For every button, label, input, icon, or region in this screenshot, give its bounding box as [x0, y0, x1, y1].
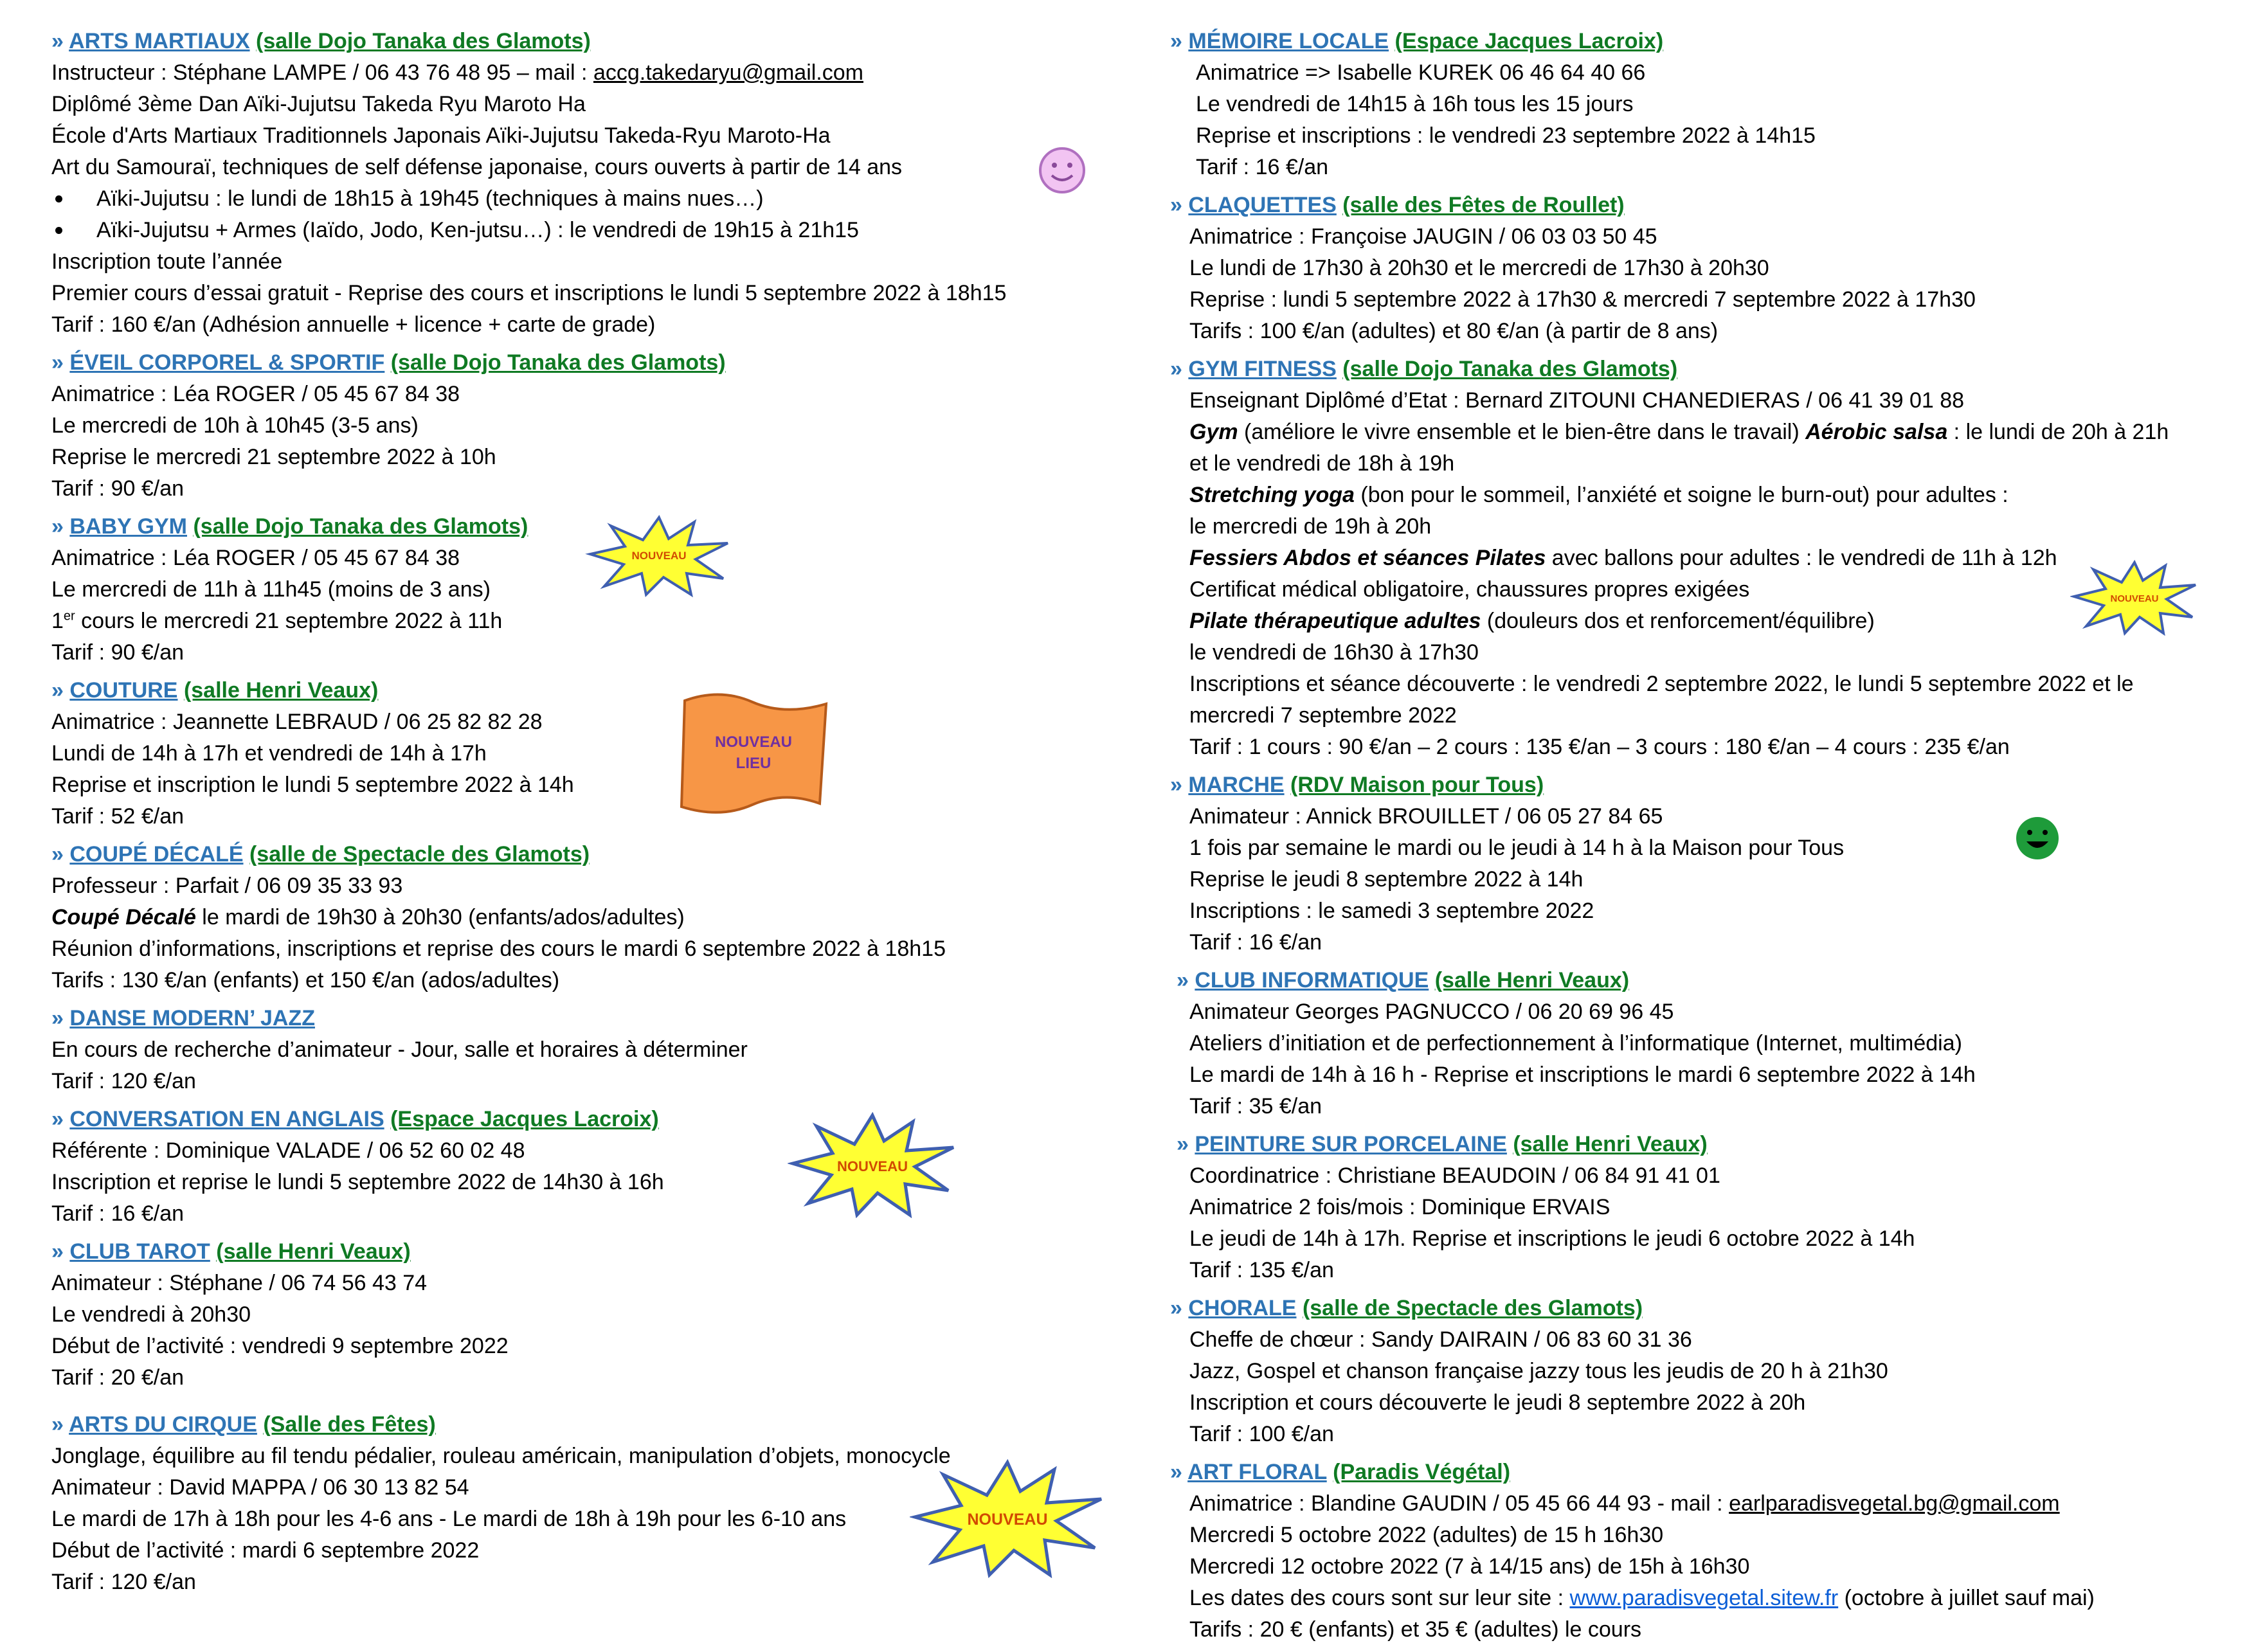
activity-venue: (salle Dojo Tanaka des Glamots) — [390, 350, 726, 375]
bullet-item: Aïki-Jujutsu + Armes (Iaïdo, Jodo, Ken-jutsu…) : le vendredi de 19h15 à 21h15 — [51, 215, 1144, 246]
info-text: Animatrice : Blandine GAUDIN / 05 45 66 44 93 - mail : — [1189, 1491, 1729, 1516]
instructor-line — [51, 57, 1144, 89]
section-heading — [1170, 190, 2212, 221]
info-line: Le vendredi à 20h30 — [51, 1302, 251, 1327]
info-line: Le mardi de 14h à 16 h - Reprise et inscriptions le mardi 6 septembre 2022 à 14h — [1189, 1063, 1976, 1087]
price-line: Tarif : 100 €/an — [1189, 1422, 1334, 1446]
price-line: Tarif : 90 €/an — [51, 476, 185, 501]
chevron-icon: » — [1177, 968, 1189, 992]
chevron-icon: » — [1170, 1460, 1182, 1484]
emphasis-text: Aérobic salsa — [1805, 420, 1948, 444]
emphasis-text: Coupé Décalé — [51, 905, 196, 929]
info-line: Diplômé 3ème Dan Aïki-Jujutsu Takeda Ryu Maroto Ha — [51, 92, 586, 116]
info-line: le mercredi de 19h à 20h — [1189, 514, 1432, 539]
info-line: Réunion d’informations, inscriptions et reprise des cours le mardi 6 septembre 2022 à 18h15 — [51, 937, 946, 961]
info-line: Animatrice : Léa ROGER / 05 45 67 84 38 — [51, 382, 460, 406]
info-line: Animatrice : Jeannette LEBRAUD / 06 25 82 82 28 — [51, 710, 543, 734]
emphasis-text: Fessiers Abdos et séances Pilates — [1189, 546, 1546, 570]
section-memoire — [1170, 26, 2212, 183]
section-gym-fitness — [1170, 354, 2212, 763]
price-line: Tarif : 160 €/an (Adhésion annuelle + licence + carte de grade) — [51, 312, 656, 337]
info-line: et le vendredi de 18h à 19h — [1189, 451, 1455, 476]
activity-title[interactable]: ÉVEIL CORPOREL & SPORTIF — [69, 350, 385, 375]
activity-title[interactable]: ARTS MARTIAUX — [69, 29, 250, 53]
activity-venue: (salle Henri Veaux) — [216, 1239, 411, 1264]
info-line: mercredi 7 septembre 2022 — [1189, 703, 1457, 728]
info-line: Reprise le mercredi 21 septembre 2022 à 10h — [51, 445, 496, 469]
activity-title[interactable]: ART FLORAL — [1187, 1460, 1327, 1484]
chevron-icon: » — [51, 842, 64, 866]
section-art-floral — [1170, 1457, 2212, 1646]
price-line: Tarif : 20 €/an — [51, 1365, 185, 1390]
info-line: Premier cours d’essai gratuit - Reprise des cours et inscriptions le lundi 5 septembre 2022 à 18h15 — [51, 281, 1007, 305]
price-line: Tarif : 120 €/an — [51, 1069, 196, 1093]
badge-label: NOUVEAU — [836, 1158, 908, 1174]
section-heading — [1170, 1129, 2212, 1160]
section-eveil — [51, 347, 1144, 505]
activity-venue: (salle de Spectacle des Glamots) — [249, 842, 590, 866]
activity-title[interactable]: COUPÉ DÉCALÉ — [69, 842, 244, 866]
info-line: Le vendredi de 14h15 à 16h tous les 15 jours — [1196, 92, 1634, 116]
info-line: Reprise le jeudi 8 septembre 2022 à 14h — [1189, 867, 1584, 892]
activity-title[interactable]: COUTURE — [69, 678, 178, 703]
info-line: Reprise et inscriptions : le vendredi 23 septembre 2022 à 14h15 — [1196, 123, 1816, 148]
info-line: Le lundi de 17h30 à 20h30 et le mercredi de 17h30 à 20h30 — [1189, 256, 1769, 280]
emphasis-text: Stretching yoga — [1189, 483, 1355, 507]
info-line: École d'Arts Martiaux Traditionnels Japonais Aïki-Jujutsu Takeda-Ryu Maroto-Ha — [51, 123, 831, 148]
chevron-icon: » — [51, 514, 64, 539]
price-line: Tarif : 16 €/an — [1196, 155, 1329, 179]
activity-venue: (salle Dojo Tanaka des Glamots) — [256, 29, 591, 53]
section-anglais — [51, 1104, 1144, 1230]
info-line: Lundi de 14h à 17h et vendredi de 14h à 17h — [51, 741, 487, 766]
nouveau-lieu-flag — [675, 688, 833, 820]
activity-title[interactable]: MÉMOIRE LOCALE — [1188, 29, 1389, 53]
info-line — [1170, 606, 2212, 637]
section-marche — [1170, 769, 2212, 958]
info-line: Jonglage, équilibre au fil tendu pédalier, rouleau américain, manipulation d’objets, monocycle — [51, 1444, 951, 1468]
info-line: Enseignant Diplômé d’Etat : Bernard ZITOUNI CHANEDIERAS / 06 41 39 01 88 — [1189, 388, 1965, 413]
info-line: Animatrice => Isabelle KUREK 06 46 64 40 66 — [1196, 60, 1646, 85]
instructor-text: Instructeur : Stéphane LAMPE / 06 43 76 48 95 – mail : — [51, 60, 593, 85]
section-couture — [51, 675, 1144, 832]
section-heading — [51, 26, 1144, 57]
info-line: Animateur Georges PAGNUCCO / 06 20 69 96 45 — [1189, 1000, 1674, 1024]
info-line — [1170, 543, 2212, 574]
chevron-icon: » — [1177, 1132, 1189, 1156]
info-line: Inscription et reprise le lundi 5 septembre 2022 de 14h30 à 16h — [51, 1170, 664, 1194]
info-line: Reprise : lundi 5 septembre 2022 à 17h30 & mercredi 7 septembre 2022 à 17h30 — [1189, 287, 1976, 312]
activity-venue: (Espace Jacques Lacroix) — [390, 1107, 659, 1131]
section-heading — [1170, 26, 2212, 57]
ordinal-number: 1 — [51, 609, 64, 633]
activity-venue: (salle Henri Veaux) — [183, 678, 379, 703]
chevron-icon: » — [51, 678, 64, 703]
info-line: Animateur : David MAPPA / 06 30 13 82 54 — [51, 1475, 469, 1500]
info-line — [1170, 480, 2212, 511]
activity-venue: (Salle des Fêtes) — [263, 1412, 436, 1437]
info-text: le mardi de 19h30 à 20h30 (enfants/ados/adultes) — [195, 905, 685, 929]
price-line: Tarif : 16 €/an — [51, 1201, 185, 1226]
chevron-icon: » — [1170, 193, 1182, 217]
section-claquettes — [1170, 190, 2212, 347]
section-heading — [51, 1409, 1144, 1441]
chevron-icon: » — [51, 1239, 64, 1264]
activity-title[interactable]: CLUB INFORMATIQUE — [1195, 968, 1429, 992]
price-line: Tarif : 1 cours : 90 €/an – 2 cours : 135 €/an – 3 cours : 180 €/an – 4 cours : 235 €/an — [1189, 735, 2010, 759]
info-line: Inscriptions et séance découverte : le vendredi 2 septembre 2022, le lundi 5 septembre 2022 et le — [1189, 672, 2134, 696]
info-line: Inscription et cours découverte le jeudi 8 septembre 2022 à 20h — [1189, 1390, 1806, 1415]
price-line: Tarif : 35 €/an — [1189, 1094, 1322, 1118]
email-link[interactable]: earlparadisvegetal.bg@gmail.com — [1729, 1491, 2060, 1516]
badge-label: NOUVEAU — [967, 1511, 1048, 1529]
chevron-icon: » — [1170, 1296, 1182, 1320]
left-column — [51, 26, 1144, 1604]
price-line: Tarifs : 100 €/an (adultes) et 80 €/an (à partir de 8 ans) — [1189, 319, 1719, 343]
info-line: Animateur : Stéphane / 06 74 56 43 74 — [51, 1271, 428, 1295]
activity-venue: (salle Henri Veaux) — [1513, 1132, 1708, 1156]
chevron-icon: » — [1170, 773, 1182, 797]
info-line: Animateur : Annick BROUILLET / 06 05 27 84 65 — [1189, 804, 1663, 829]
nouveau-starburst-gym — [2070, 559, 2199, 636]
info-line: Professeur : Parfait / 06 09 35 33 93 — [51, 874, 403, 898]
chevron-icon: » — [51, 350, 64, 375]
chevron-icon: » — [1170, 357, 1182, 381]
badge-label-line1: NOUVEAU — [714, 733, 793, 751]
chevron-icon: » — [1170, 29, 1182, 53]
section-coupe-decale — [51, 839, 1144, 996]
activity-title[interactable]: CHORALE — [1188, 1296, 1297, 1320]
info-line: Début de l’activité : mardi 6 septembre 2022 — [51, 1538, 480, 1563]
info-line: Cheffe de chœur : Sandy DAIRAIN / 06 83 60 31 36 — [1189, 1327, 1692, 1352]
bullet-item: Aïki-Jujutsu : le lundi de 18h15 à 19h45 (techniques à mains nues…) — [51, 183, 1144, 215]
info-text: (bon pour le sommeil, l’anxiété et soigne le burn-out) pour adultes : — [1354, 483, 2008, 507]
nouveau-starburst-anglais — [788, 1112, 958, 1218]
info-text: (octobre à juillet sauf mai) — [1838, 1586, 2095, 1610]
section-heading — [1170, 769, 2212, 801]
chevron-icon: » — [51, 1107, 64, 1131]
activity-venue: (salle de Spectacle des Glamots) — [1302, 1296, 1643, 1320]
info-line: Mercredi 5 octobre 2022 (adultes) de 15 h 16h30 — [1189, 1523, 1664, 1547]
activity-venue: (salle Dojo Tanaka des Glamots) — [1342, 357, 1678, 381]
section-tarot — [51, 1236, 1144, 1394]
emphasis-text: Gym — [1189, 420, 1238, 444]
section-arts-martiaux — [51, 26, 1144, 341]
nouveau-starburst-cirque — [910, 1459, 1106, 1578]
info-line: Reprise et inscription le lundi 5 septembre 2022 à 14h — [51, 773, 574, 797]
info-text: (améliore le vivre ensemble et le bien-être dans le travail) — [1238, 420, 1806, 444]
section-heading — [1170, 1457, 2212, 1488]
badge-label-line2: LIEU — [735, 755, 772, 772]
info-line: Animatrice : Léa ROGER / 05 45 67 84 38 — [51, 546, 460, 570]
info-line: le vendredi de 16h30 à 17h30 — [1189, 640, 1479, 665]
info-line: Référente : Dominique VALADE / 06 52 60 02 48 — [51, 1138, 525, 1163]
price-line: Tarif : 120 €/an — [51, 1570, 196, 1594]
section-heading — [51, 1236, 1144, 1268]
price-line: Tarif : 52 €/an — [51, 804, 185, 829]
emphasis-text: Pilate thérapeutique adultes — [1189, 609, 1481, 633]
info-line: Début de l’activité : vendredi 9 septembre 2022 — [51, 1334, 509, 1358]
activity-title[interactable]: PEINTURE SUR PORCELAINE — [1195, 1132, 1507, 1156]
activity-title[interactable]: ARTS DU CIRQUE — [69, 1412, 257, 1437]
info-text: avec ballons pour adultes : le vendredi de 11h à 12h — [1546, 546, 2057, 570]
activity-venue: (Espace Jacques Lacroix) — [1394, 29, 1664, 53]
activity-title[interactable]: CLAQUETTES — [1188, 193, 1337, 217]
info-text: Les dates des cours sont sur leur site : — [1189, 1586, 1570, 1610]
section-heading — [51, 347, 1144, 379]
info-line — [1170, 417, 2212, 448]
info-line: Le mardi de 17h à 18h pour les 4-6 ans - Le mardi de 18h à 19h pour les 6-10 ans — [51, 1507, 847, 1531]
info-line: Inscription toute l’année — [51, 249, 283, 274]
info-line: Ateliers d’initiation et de perfectionnement à l’informatique (Internet, multimédia) — [1189, 1031, 1962, 1055]
info-line: Animatrice : Françoise JAUGIN / 06 03 03 50 45 — [1189, 224, 1657, 249]
section-heading — [1170, 1293, 2212, 1324]
info-line — [51, 902, 1144, 933]
info-line: Le mercredi de 11h à 11h45 (moins de 3 ans) — [51, 577, 491, 602]
price-line: Tarif : 90 €/an — [51, 640, 185, 665]
website-link[interactable]: www.paradisvegetal.sitew.fr — [1569, 1586, 1839, 1610]
price-line: Tarif : 16 €/an — [1189, 930, 1322, 955]
section-informatique — [1170, 965, 2212, 1122]
section-heading — [51, 839, 1144, 870]
activity-title[interactable]: GYM FITNESS — [1188, 357, 1337, 381]
section-heading — [51, 1003, 1144, 1034]
chevron-icon: » — [51, 1412, 64, 1437]
badge-label: NOUVEAU — [631, 550, 687, 562]
section-heading — [1170, 965, 2212, 996]
nouveau-starburst-baby-gym — [585, 514, 733, 598]
activity-title[interactable]: MARCHE — [1188, 773, 1285, 797]
activity-venue: (Paradis Végétal) — [1333, 1460, 1511, 1484]
activity-venue: (RDV Maison pour Tous) — [1290, 773, 1544, 797]
activity-venue: (salle des Fêtes de Roullet) — [1342, 193, 1625, 217]
activity-title[interactable]: CLUB TAROT — [69, 1239, 210, 1264]
info-line: Certificat médical obligatoire, chaussures propres exigées — [1189, 577, 1750, 602]
section-porcelaine — [1170, 1129, 2212, 1286]
info-line: Le mercredi de 10h à 10h45 (3-5 ans) — [51, 413, 419, 438]
section-chorale — [1170, 1293, 2212, 1450]
section-heading — [51, 1104, 1144, 1135]
chevron-icon: » — [51, 1006, 64, 1030]
info-line: Coordinatrice : Christiane BEAUDOIN / 06 84 91 41 01 — [1189, 1163, 1720, 1188]
info-line: Animatrice 2 fois/mois : Dominique ERVAIS — [1189, 1195, 1611, 1219]
activity-title[interactable]: DANSE MODERN’ JAZZ — [69, 1006, 315, 1030]
email-link[interactable]: accg.takedaryu@gmail.com — [593, 60, 863, 85]
section-danse — [51, 1003, 1144, 1097]
section-heading — [1170, 354, 2212, 385]
price-line: Tarif : 135 €/an — [1189, 1258, 1334, 1282]
info-text: cours le mercredi 21 septembre 2022 à 11h — [75, 609, 503, 633]
info-line: 1 fois par semaine le mardi ou le jeudi à 14 h à la Maison pour Tous — [1189, 836, 1845, 860]
activity-title[interactable]: BABY GYM — [69, 514, 187, 539]
activity-venue: (salle Henri Veaux) — [1434, 968, 1630, 992]
chevron-icon: » — [51, 29, 64, 53]
info-line — [1170, 1583, 2212, 1614]
info-text: : le lundi de 20h à 21h — [1947, 420, 2169, 444]
section-heading — [51, 675, 1144, 706]
smiley-green-icon — [2012, 813, 2062, 863]
instructor-line — [1170, 1488, 2212, 1520]
info-text: (douleurs dos et renforcement/équilibre) — [1481, 609, 1875, 633]
info-line: Art du Samouraï, techniques de self défense japonaise, cours ouverts à partir de 14 ans — [51, 155, 903, 179]
ordinal-suffix: er — [63, 609, 75, 624]
info-line: Mercredi 12 octobre 2022 (7 à 14/15 ans) de 15h à 16h30 — [1189, 1554, 1750, 1579]
info-line: En cours de recherche d’animateur - Jour, salle et horaires à déterminer — [51, 1037, 748, 1062]
smiley-icon — [1036, 145, 1088, 196]
activity-title[interactable]: CONVERSATION EN ANGLAIS — [69, 1107, 384, 1131]
badge-label: NOUVEAU — [2110, 593, 2159, 604]
info-line — [51, 606, 1144, 637]
info-line: Le jeudi de 14h à 17h. Reprise et inscriptions le jeudi 6 octobre 2022 à 14h — [1189, 1226, 1915, 1251]
info-line: Jazz, Gospel et chanson française jazzy tous les jeudis de 20 h à 21h30 — [1189, 1359, 1888, 1383]
info-line: Inscriptions : le samedi 3 septembre 2022 — [1189, 899, 1594, 923]
activity-venue: (salle Dojo Tanaka des Glamots) — [193, 514, 528, 539]
price-line: Tarifs : 20 € (enfants) et 35 € (adultes) le cours — [1189, 1617, 1642, 1642]
price-line: Tarifs : 130 €/an (enfants) et 150 €/an (ados/adultes) — [51, 968, 560, 992]
